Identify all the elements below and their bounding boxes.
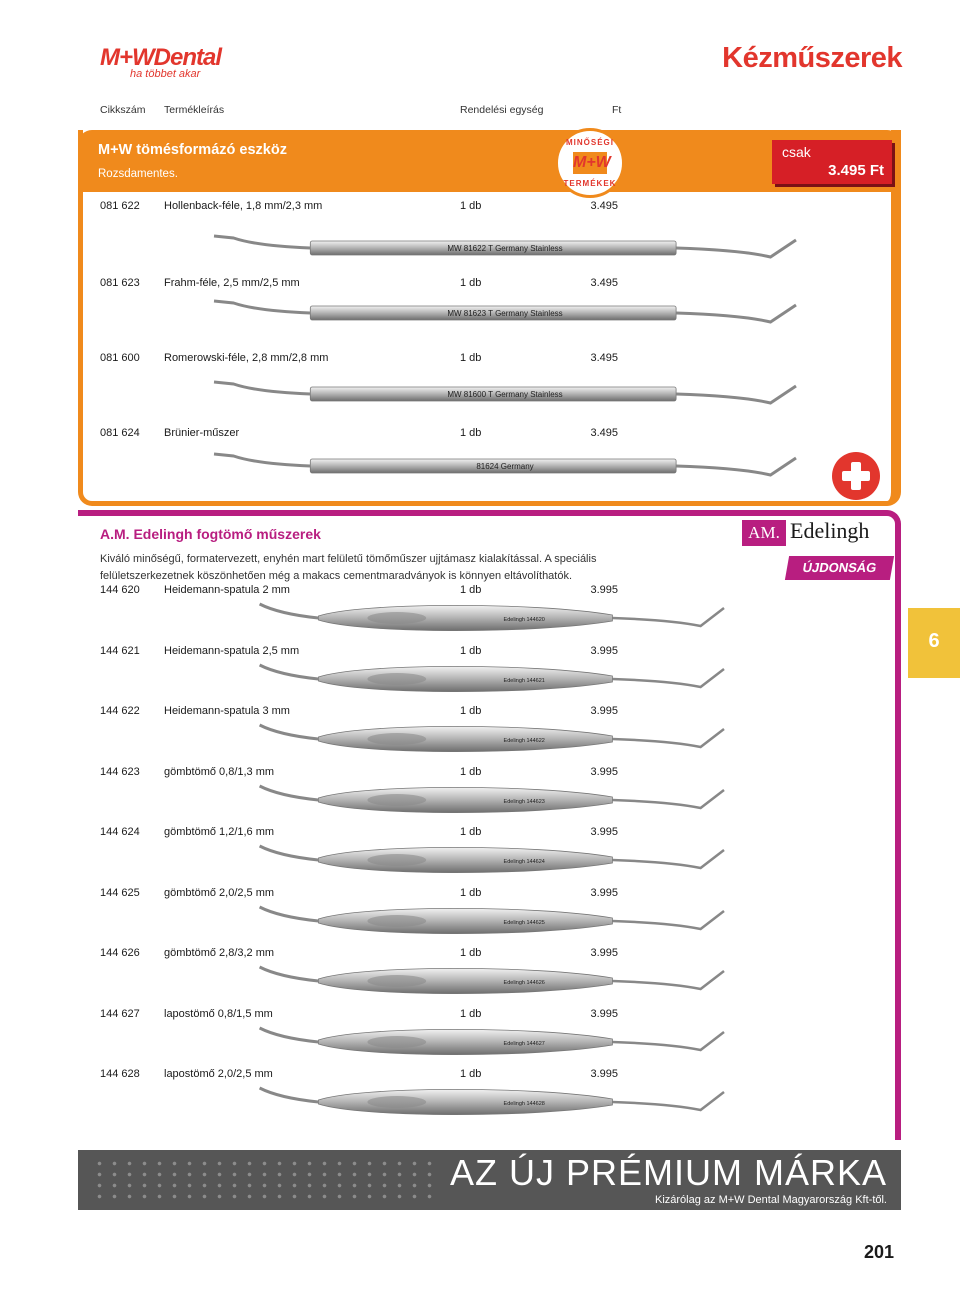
instrument-engraving: MW 81623 T Germany Stainless — [447, 309, 563, 318]
product-unit: 1 db — [460, 200, 482, 212]
instrument-engraving: MW 81622 T Germany Stainless — [447, 244, 563, 253]
product-unit: 1 db — [460, 644, 482, 657]
product-price: 3.495 — [590, 427, 618, 439]
instrument-image — [240, 840, 730, 880]
product-code: 144 625 — [100, 886, 140, 899]
product-code: 081 624 — [100, 427, 140, 439]
instrument-engraving: Edelingh 144623 — [503, 798, 545, 805]
instrument-engraving: Edelingh 144622 — [503, 738, 545, 744]
product-price: 3.995 — [590, 1068, 618, 1080]
mw-dental-logo — [100, 44, 250, 82]
product-description: Brünier-műszer — [164, 427, 240, 439]
product-price: 3.995 — [590, 826, 618, 838]
instrument-engraving: 81624 Germany — [476, 462, 534, 471]
column-header-price: Ft — [612, 104, 622, 116]
edelingh-logo: AM. Edelingh — [742, 518, 880, 548]
product-price: 3.495 — [590, 200, 618, 212]
column-header-code: Cikkszám — [100, 104, 146, 116]
product-code: 081 622 — [100, 200, 140, 212]
product-unit: 1 db — [460, 352, 482, 364]
product-unit: 1 db — [460, 947, 482, 959]
product-unit: 1 db — [460, 1068, 482, 1080]
logo-slogan: ha többet akar — [130, 68, 201, 80]
banner-subline: Kizárólag az M+W Dental Magyarország Kft-től. — [654, 1194, 887, 1206]
instrument-image — [240, 1082, 730, 1122]
banner-headline: AZ ÚJ PRÉMIUM MÁRKA — [449, 1152, 887, 1193]
product-code: 144 626 — [100, 947, 140, 959]
page-number: 201 — [863, 1242, 894, 1262]
product-price: 3.995 — [590, 886, 618, 899]
instrument-image — [210, 298, 800, 328]
instrument-image — [240, 961, 730, 1001]
product-description: Heidemann-spatula 2 mm — [164, 584, 290, 596]
instrument-image — [210, 374, 800, 414]
new-badge: ÚJDONSÁG — [785, 556, 894, 580]
section-edelingh-title: A.M. Edelingh fogtömő műszerek — [100, 526, 321, 542]
instrument-image — [240, 659, 730, 699]
logo-wordmark: M+WDental — [100, 44, 222, 71]
product-unit: 1 db — [460, 765, 482, 778]
product-code: 144 620 — [100, 584, 140, 596]
product-description: lapostömő 2,0/2,5 mm — [164, 1068, 273, 1080]
price-tag: csak 3.495 Ft — [772, 140, 892, 184]
product-code: 081 623 — [100, 277, 140, 289]
product-unit: 1 db — [460, 427, 482, 439]
premium-brand-banner — [78, 1150, 901, 1210]
quality-seal-icon: MINŐSÉGI M+W TERMÉKEK — [555, 128, 625, 198]
product-price: 3.995 — [590, 765, 618, 778]
instrument-image — [210, 228, 800, 268]
product-price: 3.995 — [590, 705, 618, 717]
instrument-image — [240, 901, 730, 941]
instrument-image — [240, 719, 730, 759]
chapter-tab: 6 — [908, 608, 960, 678]
product-code: 144 628 — [100, 1068, 140, 1080]
plus-icon — [832, 452, 880, 500]
product-unit: 1 db — [460, 705, 482, 717]
product-unit: 1 db — [460, 826, 482, 838]
column-header-description: Termékleírás — [164, 104, 225, 116]
product-code: 081 600 — [100, 352, 140, 364]
instrument-engraving: Edelingh 144624 — [503, 859, 545, 865]
instrument-engraving: Edelingh 144625 — [503, 919, 545, 926]
dot-pattern — [92, 1158, 442, 1202]
product-code: 144 623 — [100, 765, 140, 778]
product-code: 144 622 — [100, 705, 140, 717]
instrument-engraving: Edelingh 144621 — [503, 677, 545, 684]
product-unit: 1 db — [460, 584, 482, 596]
product-description: Heidemann-spatula 3 mm — [164, 705, 290, 717]
section-edelingh-description: Kiváló minőségű, formatervezett, enyhén mart felületű tömőműszer ujjtámasz kialakítással. A speciális felületszerkezetnek köszönhetően még a makacs cementmaradványok is könnyen eltávolíthatók. — [100, 553, 597, 583]
instrument-image — [240, 780, 730, 820]
instrument-image — [240, 1022, 730, 1062]
product-description: lapostömő 0,8/1,5 mm — [164, 1007, 273, 1020]
product-code: 144 627 — [100, 1007, 140, 1020]
instrument-engraving: Edelingh 144627 — [503, 1040, 545, 1047]
product-price: 3.495 — [590, 352, 618, 364]
product-code: 144 621 — [100, 644, 140, 657]
product-description: Heidemann-spatula 2,5 mm — [164, 644, 300, 657]
product-description: gömbtömő 2,0/2,5 mm — [164, 886, 275, 899]
instrument-engraving: Edelingh 144628 — [503, 1101, 545, 1107]
product-unit: 1 db — [460, 886, 482, 899]
instrument-engraving: Edelingh 144620 — [503, 617, 545, 623]
instrument-image — [240, 598, 730, 638]
instrument-engraving: Edelingh 144626 — [503, 980, 545, 986]
product-code: 144 624 — [100, 826, 140, 838]
product-description: gömbtömő 2,8/3,2 mm — [164, 947, 275, 959]
product-description: gömbtömő 1,2/1,6 mm — [164, 826, 275, 838]
product-description: Hollenback-féle, 1,8 mm/2,3 mm — [164, 200, 323, 212]
product-price: 3.995 — [590, 947, 618, 959]
product-price: 3.995 — [590, 644, 618, 657]
section-mw-subtitle: Rozsdamentes. — [98, 168, 178, 180]
product-price: 3.495 — [590, 277, 618, 289]
instrument-engraving: MW 81600 T Germany Stainless — [447, 390, 563, 399]
product-description: Frahm-féle, 2,5 mm/2,5 mm — [164, 277, 300, 289]
product-unit: 1 db — [460, 1007, 482, 1020]
product-unit: 1 db — [460, 277, 482, 289]
column-header-unit: Rendelési egység — [460, 104, 544, 116]
product-description: Romerowski-féle, 2,8 mm/2,8 mm — [164, 352, 329, 364]
section-mw-title: M+W tömésformázó eszköz — [98, 142, 287, 158]
page-title: Kézműszerek — [722, 42, 902, 74]
product-price: 3.995 — [590, 1007, 618, 1020]
product-price: 3.995 — [590, 584, 618, 596]
product-description: gömbtömő 0,8/1,3 mm — [164, 765, 275, 778]
instrument-image — [210, 450, 800, 482]
